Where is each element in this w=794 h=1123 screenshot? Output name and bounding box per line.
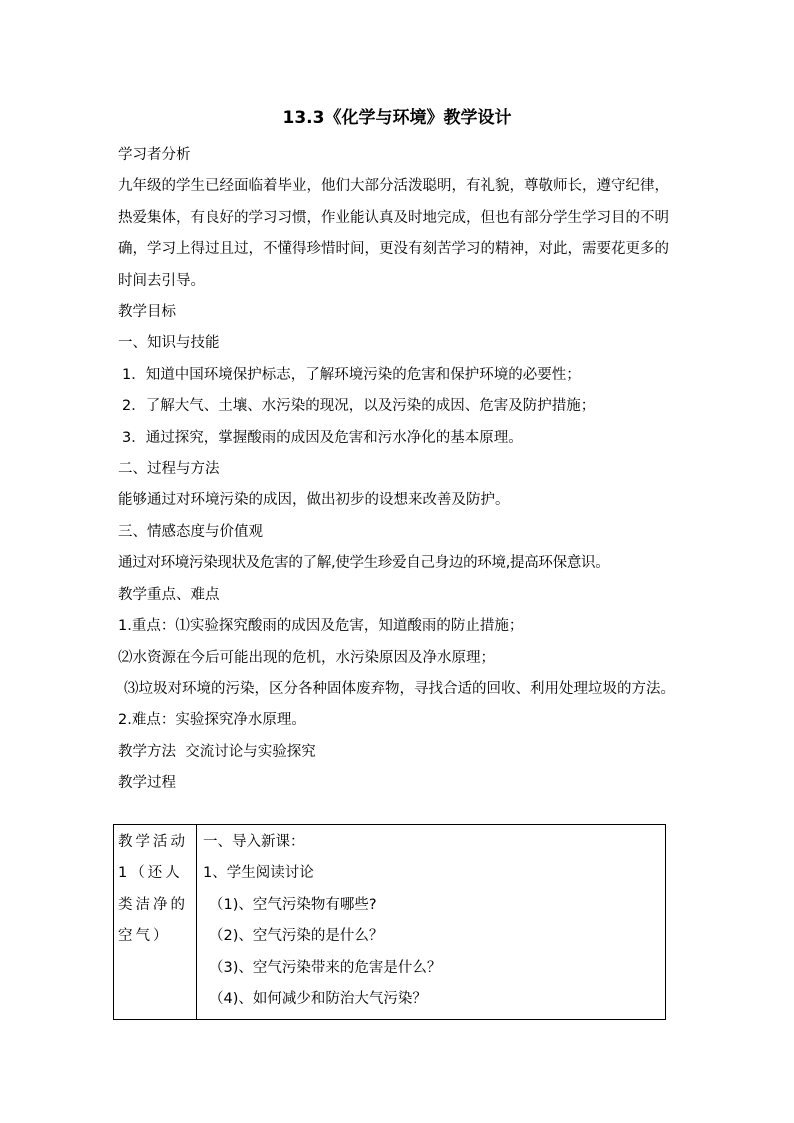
teaching-process-table [113,824,666,1020]
activity-label-cell: 教学活动1（还人类洁净的空气） [114,825,197,1020]
teaching-process-heading: 教学过程 [118,775,176,792]
table-line: （2)、空气污染的是什么？ [209,928,384,945]
table-line: 1、学生阅读讨论 [203,865,314,882]
attitude-heading: 三、情感态度与价值观 [118,523,263,540]
key-points-heading: 教学重点、难点 [118,586,220,603]
document-body [118,140,678,800]
key-point-2: ⑵水资源在今后可能出现的危机，水污染原因及净水原理； [118,649,495,666]
table-line: （4)、如何减少和防治大气污染？ [209,991,427,1008]
table-row [114,825,666,1020]
activity-content-cell [197,825,666,1020]
goals-heading: 教学目标 [118,304,176,321]
document-title: 13.3《化学与环境》教学设计 [282,108,512,128]
learner-analysis-heading: 学习者分析 [118,147,191,163]
table-line: （3)、空气污染带来的危害是什么？ [209,959,442,976]
key-point-3: ⑶垃圾对环境的污染，区分各种固体废弃物，寻找合适的回收、利用处理垃圾的方法。 [124,680,675,697]
knowledge-item-1: 1．知道中国环境保护标志，了解环境污染的危害和保护环境的必要性； [122,366,581,383]
table-line: （1)、空气污染物有哪些? [209,896,377,913]
key-point-1: 1.重点：⑴实验探究酸雨的成因及危害，知道酸雨的防止措施； [118,618,524,635]
teaching-method-line: 教学方法 交流讨论与实验探究 [118,743,316,760]
process-method-heading: 二、过程与方法 [118,461,220,478]
attitude-text: 通过对环境污染现状及危害的了解,使学生珍爱自己身边的环境,提高环保意识。 [118,555,610,572]
key-point-4: 2.难点：实验探究净水原理。 [118,712,306,729]
knowledge-heading: 一、知识与技能 [118,335,220,352]
table-line: 一、导入新课： [203,834,305,850]
knowledge-item-3: 3．通过探究，掌握酸雨的成因及危害和污水净化的基本原理。 [122,429,523,446]
knowledge-item-2: 2．了解大气、土壤、水污染的现况，以及污染的成因、危害及防护措施； [122,398,596,415]
learner-analysis-text: 九年级的学生已经面临着毕业，他们大部分活泼聪明，有礼貌，尊敬师长，遵守纪律，热爱集体，有良好的学习习惯，作业能认真及时地完成，但也有部分学生学习目的不明确，学习上得过且过，不懂得珍惜时间，更没有刻苦学习的精神，对此，需要花更多的时间去引导。 [118,178,669,289]
process-method-text: 能够通过对环境污染的成因，做出初步的设想来改善及防护。 [118,492,510,509]
